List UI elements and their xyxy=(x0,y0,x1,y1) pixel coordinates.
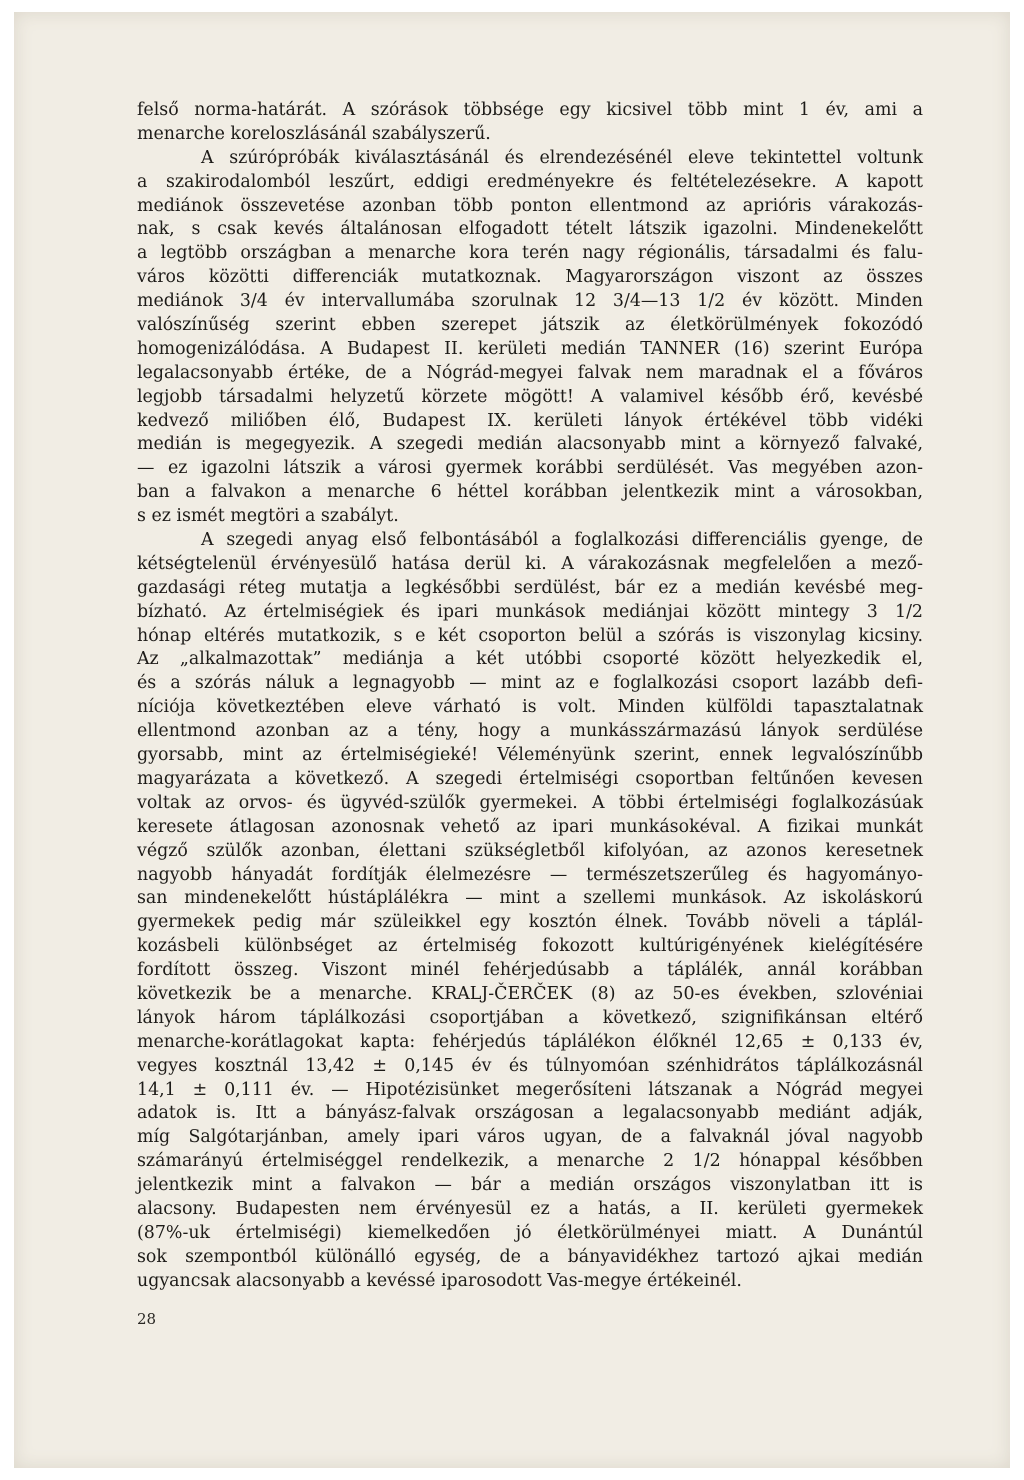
body-text xyxy=(137,99,923,1294)
text-line: hónap eltérés mutatkozik, s e két csoporton belül a szórás is viszonylag kicsiny. xyxy=(137,625,923,646)
text-line: kedvező miliőben élő, Budapest IX. kerületi lányok értékével több vidéki xyxy=(137,410,923,431)
text-line: A szegedi anyag első felbontásából a foglalkozási differenciális gyenge, de xyxy=(201,530,923,551)
text-line: jelentkezik mint a falvakon — bár a medián országos viszonylatban itt is xyxy=(137,1175,923,1196)
text-line: legjobb társadalmi helyzetű körzete mögött! A valamivel később érő, kevésbé xyxy=(137,386,923,407)
text-line: míg Salgótarjánban, amely ipari város ugyan, de a falvaknál jóval nagyobb xyxy=(137,1127,923,1148)
text-line: A szúrópróbák kiválasztásánál és elrendezésénél eleve tekintettel voltunk xyxy=(201,147,923,168)
text-line: adatok is. Itt a bányász-falvak országosan a legalacsonyabb mediánt adják, xyxy=(137,1103,923,1124)
text-line: nagyobb hányadát fordítják élelmezésre — természetszerűleg és hagyományo- xyxy=(137,864,923,885)
text-line: mediánok 3/4 év intervallumába szorulnak 12 3/4—13 1/2 év között. Minden xyxy=(137,291,923,312)
text-line: voltak az orvos- és ügyvéd-szülők gyermekei. A többi értelmiségi foglalkozásúak xyxy=(137,792,923,813)
text-line: (87%-uk értelmiségi) kiemelkedően jó életkörülményei miatt. A Dunántúl xyxy=(137,1222,923,1243)
text-line: san mindenekelőtt hústáplálékra — mint a szellemi munkások. Az iskoláskorú xyxy=(137,888,923,909)
text-line: vegyes kosztnál 13,42 ± 0,145 év és túlnyomóan szénhidrátos táplálkozásnál xyxy=(137,1055,923,1076)
text-line: menarche-korátlagokat kapta: fehérjedús táplálékon élőknél 12,65 ± 0,133 év, xyxy=(137,1031,923,1052)
text-line: valószínűség szerint ebben szerepet játszik az életkörülmények fokozódó xyxy=(137,315,923,336)
text-line: város közötti differenciák mutatkoznak. Magyarországon viszont az összes xyxy=(137,267,923,288)
text-line: fordított összeg. Viszont minél fehérjedúsabb a táplálék, annál korábban xyxy=(137,960,923,981)
text-line: bízható. Az értelmiségiek és ipari munkások mediánjai között mintegy 3 1/2 xyxy=(137,601,923,622)
text-line: kétségtelenül érvényesülő hatása derül ki. A várakozásnak megfelelően a mező- xyxy=(137,553,923,574)
text-line: végző szülők azonban, élettani szükségletből kifolyóan, az azonos keresetnek xyxy=(137,840,923,861)
text-line: ban a falvakon a menarche 6 héttel korábban jelentkezik mint a városokban, xyxy=(137,482,923,503)
text-line: gazdasági réteg mutatja a legkésőbbi serdülést, bár ez a medián kevésbé meg- xyxy=(137,577,923,598)
text-line: számarányú értelmiséggel rendelkezik, a menarche 2 1/2 hónappal későbben xyxy=(137,1151,923,1172)
text-line: gyorsabb, mint az értelmiségieké! Véleményünk szerint, ennek legvalószínűbb xyxy=(137,745,923,766)
text-line: nak, s csak kevés általánosan elfogadott tételt látszik igazolni. Mindenekelőtt xyxy=(137,219,923,240)
text-line: a szakirodalomból leszűrt, eddigi eredményekre és feltételezésekre. A kapott xyxy=(137,171,923,192)
text-line: s ez ismét megtöri a szabályt. xyxy=(137,506,399,527)
text-line: lányok három táplálkozási csoportjában a következő, szignifikánsan eltérő xyxy=(137,1007,923,1028)
text-line: 14,1 ± 0,111 év. — Hipotézisünket megerősíteni látszanak a Nógrád megyei xyxy=(137,1079,923,1100)
text-line: kozásbeli különbséget az értelmiség fokozott kultúrigényének kielégítésére xyxy=(137,936,923,957)
text-line: homogenizálódása. A Budapest II. kerületi medián TANNER (16) szerint Európa xyxy=(137,338,923,359)
text-line: alacsony. Budapesten nem érvényesül ez a hatás, a II. kerületi gyermekek xyxy=(137,1198,923,1219)
text-line: magyarázata a következő. A szegedi értelmiségi csoportban feltűnően kevesen xyxy=(137,768,923,789)
text-line: a legtöbb országban a menarche kora terén nagy régionális, társadalmi és falu- xyxy=(137,243,923,264)
text-line: legalacsonyabb értéke, de a Nógrád-megyei falvak nem maradnak el a főváros xyxy=(137,362,923,383)
text-line: níciója következtében eleve várható is volt. Minden külföldi tapasztalatnak xyxy=(137,697,923,718)
text-line: menarche koreloszlásánál szabályszerű. xyxy=(137,123,491,144)
page-number: 28 xyxy=(137,1310,157,1328)
text-line: gyermekek pedig már szüleikkel egy kosztón élnek. Tovább növeli a táplál- xyxy=(137,912,923,933)
text-line: mediánok összevetése azonban több ponton ellentmond az aprióris várakozás- xyxy=(137,195,923,216)
text-line: és a szórás náluk a legnagyobb — mint az e foglalkozási csoport lazább defi- xyxy=(137,673,923,694)
text-line: felső norma-határát. A szórások többsége egy kicsivel több mint 1 év, ami a xyxy=(137,100,923,120)
text-line: — ez igazolni látszik a városi gyermek korábbi serdülését. Vas megyében azon- xyxy=(137,458,923,479)
text-line: sok szempontból különálló egység, de a bányavidékhez tartozó ajkai medián xyxy=(137,1246,923,1267)
text-line: keresete átlagosan azonosnak vehető az ipari munkásokéval. A fizikai munkát xyxy=(137,816,923,837)
text-line: medián is megegyezik. A szegedi medián alacsonyabb mint a környező falvaké, xyxy=(137,434,923,455)
text-line: következik be a menarche. KRALJ-ČERČEK (8) az 50-es években, szlovéniai xyxy=(137,983,923,1004)
text-line: ellentmond azonban az a tény, hogy a munkásszármazású lányok serdülése xyxy=(137,721,923,742)
text-line: Az „alkalmazottak” mediánja a két utóbbi csoporté között helyezkedik el, xyxy=(137,649,923,670)
text-line: ugyancsak alacsonyabb a kevéssé iparosodott Vas-megye értékeinél. xyxy=(137,1270,742,1291)
